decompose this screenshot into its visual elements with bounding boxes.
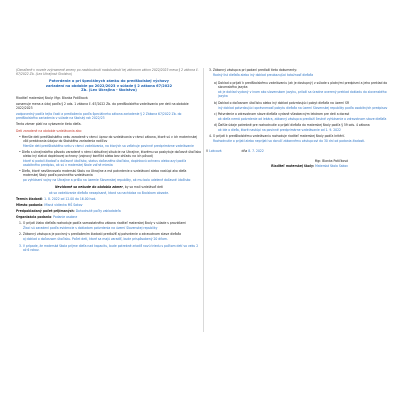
rule-4-highlight: Rozhodnutie o prijatí alebo neprijatí sa doručí zákonnému zástupcovi do 30 dní od podania žiadosti.	[213, 139, 366, 144]
document-item-c-highlight: ak dieťa nemá potvrdenie od lekára, zákonný zástupca predloží čestné vyhlásenie o zdravotnom stave dieťaťa	[218, 116, 387, 121]
place-field: V Lokcová	[206, 149, 222, 154]
place-date-line	[206, 149, 388, 153]
document-item-b-highlight: iný doklad potvrdzujúci oprávnenosť pobytu dieťaťa na území Slovenskej republiky podľa osobitných predpisov	[218, 105, 388, 110]
document-item-d: d) Ďalšie údaje potrebné pre rozhodnutie o prijatí dieťaťa do materskej školy podľa § 59 ods. 4 zákona	[214, 122, 370, 127]
documents-heading-highlight: Rodný list dieťaťa alebo iný doklad preukazujúci totožnosť dieťaťa	[213, 73, 314, 78]
rule-2-highlight: aj doklad o dočasnom útočisku. Počet detí, ktoré sa majú zaradiť, bude prispôsobený 20 dňom.	[23, 237, 168, 242]
intro-paragraph: oznamuje mena a údaj podľa § 2 ods. 1 zákona č. 67/2022 Zb. do predškolského vzdelávania pre deti na obdobie 2022/2023	[16, 102, 189, 111]
criteria-item-2-highlight: ktoré si podali žiadosť o dočasné útočisko, status dočasného útočiska, doplnkovú ochranu alebo azyl podľa osobitného predpisu, ak sú v materskej škole voľné miesta	[23, 159, 187, 168]
signature-role: Riaditeľ materskej školy: Materská škola Sakov	[271, 163, 348, 168]
criteria-heading: Deti zaradené na obdobie vzdelávania ako:	[16, 128, 83, 133]
intro-paragraph-highlight: zodpovedný podľa tejto časti a predloženia podľa špeciálneho zákona zariadenie § 2 Zákona 67/2022 Zb. do predškolského zariadenia v súlade na školský rok 2022/23	[16, 112, 182, 121]
director-line: Riaditeľ materskej školy: Mgr. Blanka Potičková	[16, 95, 88, 100]
signature-block	[206, 159, 348, 167]
criteria-item-2: • Dieťa s ukrajinského pôvodu zaradené v rámci aktuálnej situácie na Ukrajine, ktorému sa poskytuje dočasné útočisko alebo iný statut doplnkovej ochrany (vojnový konflikt alebo bez ohľadu na ich pôvod)	[19, 149, 201, 158]
documents-heading: 3. Zákonný zástupca pri podaní predloží tieto dokumenty:	[209, 68, 297, 72]
validity-note: Tento zámer platí na vybavenie tieto dieťa.	[16, 122, 82, 127]
rule-3-highlight: 3. V prípade, že materská škola prijme dieťa nad kapacitu, bude potrebné zriadiť novú triedu s počtom detí vo veku 2 až 6 rokov.	[19, 243, 199, 252]
criteria-item-3: • Dieťa, ktoré navštevovalo materskú školu na Ukrajine a má potvrdenie o vzdelávaní alebo nastúpi ako dieťa materskej školy podľa povinného vzdelávania	[19, 169, 187, 178]
rule-4: 4. O prijatí k predškolskému vzdelávaniu rozhoduje riaditeľ materskej školy podľa kritérií.	[209, 134, 346, 139]
date-field: dňa 8. 7. 2022	[241, 149, 264, 154]
document-item-a-highlight: ak je doklad vydaný v inom ako slovenskom jazyku, priloží sa úradne overený preklad dokladu do slovenského jazyka	[218, 90, 387, 99]
document-page-left	[16, 68, 202, 332]
page-divider	[203, 68, 204, 332]
criteria-item-3-highlight: po vyhlásení vojny na Ukrajine a prišlo na územie Slovenskej republiky, ak mu bolo udelené dočasné útočisko	[23, 178, 191, 183]
special-note-highlight: ak sa vzdelávanie dieťaťa nezapísané, ktorá sa nachádza vo školskom obvode.	[48, 190, 170, 195]
document-page-right	[206, 68, 388, 332]
header-note: (Označené v novele zvýraznené zmeny po nadobudnutí nadobudnutí tej zákonom zákon 2022/2023 mesa § 2 zákona č. 67/2022 Zb. (Lex Ukrajinsk Skolstvo)	[16, 68, 199, 77]
field-count: Predpokladaný počet prijímaných: Dohodnuté počty zakladateľa	[16, 208, 121, 213]
document-title: Potvrdenie o pri špeciálnych zámku do predškolskej výchovy zariadení na obdobie po 2022/2023 v súlade § 2 zákona 67/2022 Zb. (Lex Ukrajina - školstvo)	[45, 79, 173, 93]
field-organization: Organizácia podania: Podanie osobne	[16, 215, 78, 220]
criteria-item-1-highlight: Menšie deti predškolského veku v rámci vzdelávania, na ktorých sa vzťahuje povinné predprimárne vzdelávanie	[23, 143, 194, 148]
field-deadline: Termín žiadosti: 1. 8. 2022 od 12.00 do 16.00 hod.	[16, 196, 97, 201]
document-item-d-highlight: ak ide o dieťa, ktoré nastúpi na povinné predprimárne vzdelávanie od 1. 9. 2022	[218, 128, 341, 133]
document-item-a: a) Doklad o prijatí k predškolskému vzdelávaniu (ak je dostupný) v súlade s platnými predpismi a jeho preklad do slovenského jazyka	[214, 81, 388, 90]
special-note: Nevidomé sa nebude do obdobia zámer, by sa mali vzdelávať deti	[54, 184, 164, 189]
rule-2: 2. Zákonný zástupca je povinný s predložením žiadosti predložiť aj potvrdenie o zdravotnom stave dieťaťa	[19, 232, 181, 237]
rule-1-highlight: Žiaci sú zaradení podľa evidencie s dokladom potvrdenia na území Slovenskej republiky	[23, 226, 158, 231]
document-item-b: b) Doklad o dočasnom útočisku alebo iný doklad potvrdzujúci pobyt dieťaťa na území SR	[214, 100, 350, 105]
field-place: Miesto podania: Mlsná vidiecka MŠ Sakov	[16, 202, 83, 207]
criteria-item-1: • Menšie deti predškolského veku zaradené v rámci úprav do vzdelávania v rámci zákona, ktoré sú v ich materinskej vôli predávania údajov do školského zariadenia rodičov	[19, 134, 198, 143]
signature-name: Mgr. Blanka Potičková	[314, 159, 348, 164]
document-item-c: c) Potvrdenie o zdravotnom stave dieťaťa vydané všeobecným lekárom pre deti a dorast	[214, 111, 350, 116]
rule-1: 1. O prijatí žiaka dieťaťa rozhoduje podľa samostatného zákona riaditeľ materskej školy v súlade s pravidlami	[19, 221, 187, 226]
